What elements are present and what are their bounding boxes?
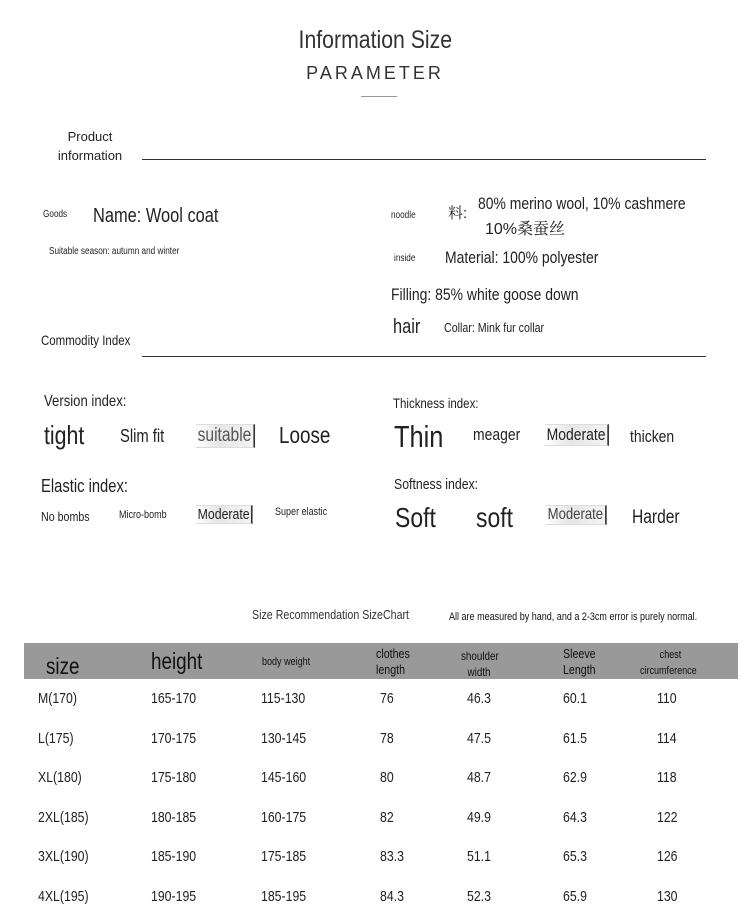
thickness-index-title: Thickness index: (393, 395, 479, 411)
table-cell-shoulder: 47.5 (467, 729, 491, 747)
table-cell-sleeve: 65.3 (563, 848, 587, 865)
table-cell-sleeve: 64.3 (563, 808, 587, 826)
column-header-clothes-length: clothes length (376, 646, 410, 677)
table-cell-chest: 126 (657, 848, 678, 865)
version-option-loose: Loose (279, 422, 331, 448)
column-header-body-weight: body weight (262, 656, 311, 668)
table-cell-length: 82 (380, 808, 394, 826)
softness-option-harder: Harder (632, 507, 680, 528)
softness-option-soft: Soft (395, 502, 436, 533)
table-cell-sleeve: 65.9 (563, 887, 587, 905)
softness-index-title: Softness index: (394, 476, 479, 493)
table-cell-weight: 145-160 (261, 769, 307, 786)
fabric-silk: 10%桑蚕丝 (485, 221, 566, 238)
noodle-label: noodle (391, 210, 416, 221)
thickness-option-thicken: thicken (630, 427, 675, 446)
elastic-index-title: Elastic index: (41, 476, 128, 496)
fabric-composition: 80% merino wool, 10% cashmere (478, 194, 686, 213)
commodity-index-label: Commodity Index (41, 332, 131, 348)
table-cell-weight: 130-145 (261, 729, 307, 747)
softness-option-moderate: Moderate (546, 505, 606, 525)
table-cell-weight: 175-185 (261, 848, 307, 865)
table-cell-weight: 160-175 (261, 808, 307, 826)
elastic-option-micro-bomb: Micro-bomb (119, 509, 167, 521)
table-cell-shoulder: 49.9 (467, 808, 491, 826)
table-cell-chest: 122 (657, 808, 678, 826)
table-cell-size: L(175) (38, 729, 74, 747)
table-cell-length: 78 (380, 729, 394, 747)
table-cell-size: XL(180) (38, 769, 82, 786)
commodity-index-divider (142, 356, 706, 357)
size-chart-note: All are measured by hand, and a 2-3cm error is purely normal. (449, 611, 698, 623)
inside-material: Material: 100% polyester (445, 248, 599, 267)
product-info-divider (142, 159, 706, 160)
product-name: Name: Wool coat (93, 205, 219, 227)
table-cell-length: 83.3 (380, 848, 404, 865)
thickness-option-thin: Thin (394, 419, 444, 454)
table-cell-shoulder: 48.7 (467, 769, 491, 786)
table-cell-length: 84.3 (380, 887, 404, 905)
column-header-size: size (46, 653, 80, 679)
suitable-season: Suitable season: autumn and winter (49, 246, 180, 257)
goods-label: Goods (43, 209, 68, 220)
table-cell-weight: 185-195 (261, 887, 307, 905)
table-cell-length: 80 (380, 769, 394, 786)
version-option-tight: tight (44, 420, 85, 450)
table-cell-sleeve: 62.9 (563, 769, 587, 786)
column-header-chest-circumference: chest circumference (640, 649, 697, 677)
table-cell-chest: 114 (657, 729, 677, 747)
table-cell-sleeve: 61.5 (563, 729, 587, 747)
table-cell-height: 185-190 (151, 848, 197, 865)
column-header-shoulder-width: shoulder width (461, 649, 499, 679)
table-cell-shoulder: 46.3 (467, 690, 491, 707)
size-chart-title: Size Recommendation SizeChart (252, 607, 410, 622)
version-option-suitable: suitable (196, 424, 255, 448)
elastic-option-no-bombs: No bombs (41, 509, 90, 524)
product-info-label: Product information (57, 129, 123, 163)
table-cell-height: 170-175 (151, 729, 197, 747)
table-cell-size: M(170) (38, 690, 77, 707)
table-cell-size: 3XL(190) (38, 848, 89, 865)
page-title: Information Size (298, 26, 452, 54)
thickness-option-meager: meager (473, 425, 521, 444)
table-cell-height: 190-195 (151, 887, 197, 905)
table-cell-length: 76 (380, 690, 394, 707)
table-cell-weight: 115-130 (261, 690, 306, 707)
table-cell-chest: 118 (657, 769, 677, 786)
thickness-option-moderate: Moderate (545, 424, 609, 446)
hair-label: hair (393, 316, 421, 338)
table-cell-chest: 110 (657, 690, 677, 707)
fabric-prefix: 料: (448, 205, 468, 222)
elastic-option-moderate: Moderate (196, 505, 253, 524)
column-header-height: height (151, 648, 203, 674)
elastic-option-super-elastic: Super elastic (275, 506, 328, 518)
table-cell-sleeve: 60.1 (563, 690, 587, 707)
collar: Collar: Mink fur collar (444, 320, 545, 335)
table-cell-size: 2XL(185) (38, 808, 89, 826)
column-header-sleeve-length: Sleeve Length (563, 646, 596, 677)
page-subtitle: PARAMETER (306, 63, 444, 83)
inside-label: inside (394, 253, 416, 264)
table-cell-shoulder: 52.3 (467, 887, 491, 905)
softness-option-soft-2: soft (476, 502, 514, 533)
table-cell-size: 4XL(195) (38, 887, 89, 905)
version-index-title: Version index: (44, 393, 127, 410)
table-cell-height: 180-185 (151, 808, 197, 826)
version-option-slim-fit: Slim fit (120, 426, 165, 446)
table-cell-height: 165-170 (151, 690, 197, 707)
filling: Filling: 85% white goose down (391, 285, 579, 304)
title-divider (361, 96, 397, 97)
table-cell-chest: 130 (657, 887, 678, 905)
table-cell-height: 175-180 (151, 769, 197, 786)
table-cell-shoulder: 51.1 (467, 848, 491, 865)
